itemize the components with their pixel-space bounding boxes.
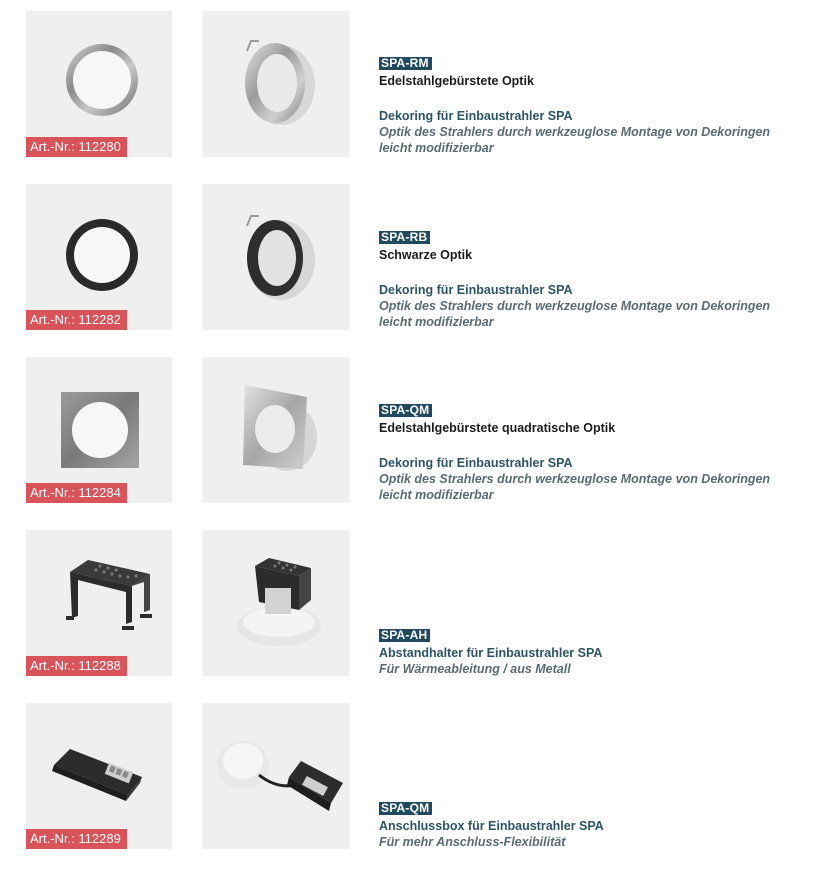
product-row (0, 184, 831, 330)
product-photo-spot-square[interactable] (203, 357, 349, 503)
product-code-label: SPA-AH (379, 629, 430, 642)
product-subtitle: Edelstahlgebürstete quadratische Optik (379, 421, 616, 435)
product-description-line: Für mehr Anschluss-Flexibilität (379, 835, 566, 849)
product-code-label: SPA-RM (379, 57, 432, 70)
product-description-line: leicht modifizierbar (379, 141, 494, 155)
product-info (379, 626, 819, 677)
product-description-line: Optik des Strahlers durch werkzeuglose Montage von Dekoringen (379, 299, 771, 313)
product-heading: Abstandhalter für Einbaustrahler SPA (379, 646, 603, 660)
ring-brushed-icon (26, 11, 172, 157)
article-number-badge: Art.-Nr.: 112288 (26, 656, 127, 676)
product-heading: Dekoring für Einbaustrahler SPA (379, 456, 573, 470)
ring-black-icon (26, 184, 172, 330)
connection-box-mounted-icon (203, 703, 349, 849)
product-heading: Dekoring für Einbaustrahler SPA (379, 283, 573, 297)
product-photo-connection-box-mounted[interactable] (203, 703, 349, 849)
spacer-mounted-icon (203, 530, 349, 676)
product-code-label: SPA-QM (379, 802, 432, 815)
article-number-badge: Art.-Nr.: 112280 (26, 137, 127, 157)
product-photo-spot-brushed[interactable] (203, 11, 349, 157)
square-ring-icon (26, 357, 172, 503)
product-info (379, 228, 819, 330)
product-row (0, 703, 831, 849)
product-image-connection-box[interactable] (26, 703, 172, 849)
article-number-badge: Art.-Nr.: 112282 (26, 310, 127, 330)
product-image-ring-black[interactable] (26, 184, 172, 330)
product-row (0, 357, 831, 503)
product-description-line: Optik des Strahlers durch werkzeuglose Montage von Dekoringen (379, 472, 771, 486)
product-photo-spot-black[interactable] (203, 184, 349, 330)
spotlight-square-icon (203, 357, 349, 503)
product-row (0, 11, 831, 157)
spotlight-black-icon (203, 184, 349, 330)
connection-box-icon (26, 703, 172, 849)
product-image-square-ring[interactable] (26, 357, 172, 503)
product-description-line: Optik des Strahlers durch werkzeuglose Montage von Dekoringen (379, 125, 771, 139)
product-image-spacer[interactable] (26, 530, 172, 676)
product-description-line: leicht modifizierbar (379, 488, 494, 502)
product-heading: Anschlussbox für Einbaustrahler SPA (379, 819, 604, 833)
product-info (379, 799, 819, 850)
product-row (0, 530, 831, 676)
product-info (379, 401, 819, 503)
product-description-line: Für Wärmeableitung / aus Metall (379, 662, 571, 676)
spotlight-brushed-icon (203, 11, 349, 157)
spacer-bracket-icon (26, 530, 172, 676)
product-image-ring-brushed[interactable] (26, 11, 172, 157)
product-info (379, 54, 819, 156)
article-number-badge: Art.-Nr.: 112284 (26, 483, 127, 503)
product-subtitle: Edelstahlgebürstete Optik (379, 74, 534, 88)
article-number-badge: Art.-Nr.: 112289 (26, 829, 127, 849)
product-heading: Dekoring für Einbaustrahler SPA (379, 109, 573, 123)
product-code-label: SPA-QM (379, 404, 432, 417)
product-code-label: SPA-RB (379, 231, 430, 244)
product-description-line: leicht modifizierbar (379, 315, 494, 329)
product-photo-spacer-mounted[interactable] (203, 530, 349, 676)
product-subtitle: Schwarze Optik (379, 248, 473, 262)
